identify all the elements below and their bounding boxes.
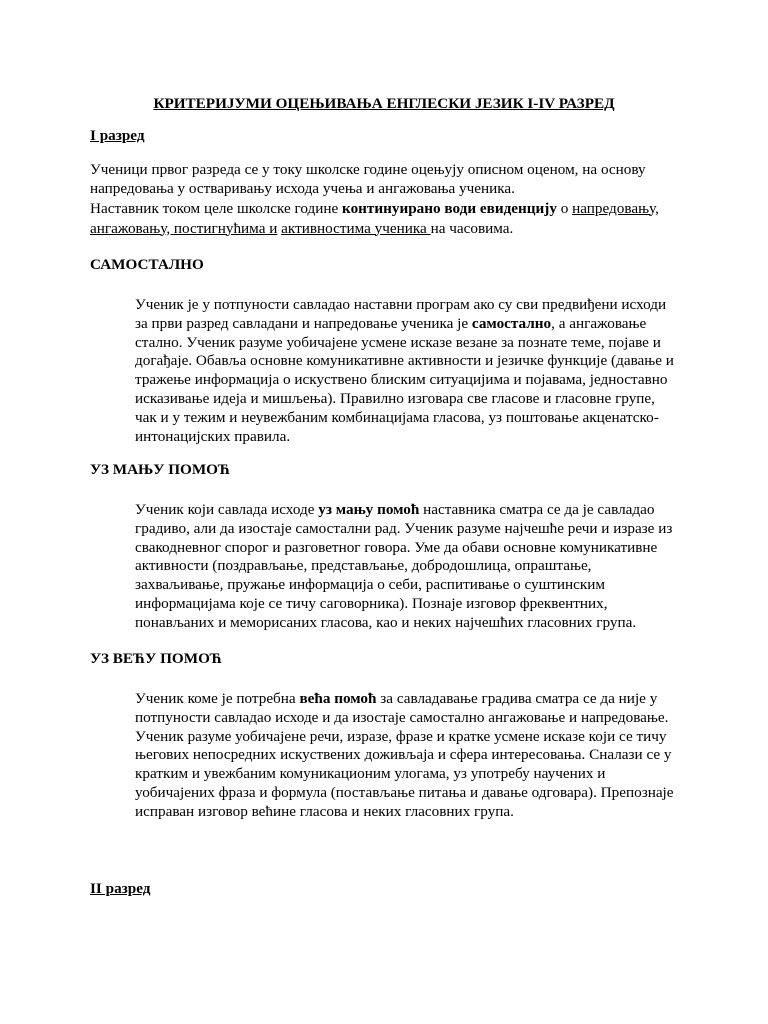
section-text-uz-manju-pomoc: [135, 501, 675, 633]
intro-line-2: [90, 199, 690, 239]
section-heading-uz-vecu-pomoc: УЗ ВЕЋУ ПОМОЋ: [90, 650, 223, 667]
section-text: наставника сматра се да је савладао градиво, али да изостаје самостални рад. Ученик разуме најчешће речи и изразе из свакодневног спорог и разговетног говора. Уме да обави основне комуникативне активности (поздрављање, представљање, добродошлица, опраштање, захваљивање, пружање информација о себи, распитивање о суштинским информацијама које се тичу саговорника). Познаје изговор фреквентних, понављаних и меморисаних гласова, као и неких најчешћих гласовних група.: [135, 501, 673, 631]
intro-line-1: Ученици првог разреда се у току школске године оцењују описном оценом, на основу напредовања у остваривању исхода учења и ангажовања ученика.: [90, 161, 646, 197]
grade-heading-2: II разред: [90, 880, 151, 897]
intro-text: на часовима.: [430, 219, 514, 237]
section-text: , а ангажовање стално. Ученик разуме уобичајене усмене исказе везане за познате теме, појаве и догађаје. Обавља основне комуникативне активности и језичке функције (давање и тражење информација о искуствено блиским ситуацијима и појавама, једноставно исказивање идеја и мишљења). Правилно изговара све гласове и гласовне групе, чак и у тежим и неувежбаним комбинацијама гласова, уз поштовање акценатско-интонацијских правила.: [135, 314, 674, 445]
section-text-samostalno: [135, 296, 675, 446]
grade-heading-1: I разред: [90, 127, 145, 144]
section-text: Ученик коме је потребна: [135, 690, 300, 707]
intro-underlined-text: активностима ученика: [281, 219, 431, 237]
intro-bold-text: континуирано води евиденцију: [342, 199, 557, 217]
section-heading-uz-manju-pomoc: УЗ МАЊУ ПОМОЋ: [90, 461, 231, 478]
section-bold-text: већа помоћ: [299, 690, 377, 707]
section-bold-text: уз мању помоћ: [318, 501, 420, 518]
section-text: Ученик који савлада исходе: [135, 501, 319, 518]
intro-underlined-text: напредовању, ангажовању, постигнућима и: [90, 199, 659, 237]
section-heading-samostalno: САМОСТАЛНО: [90, 256, 204, 273]
intro-text: Наставник током целе школске године: [90, 199, 343, 217]
section-text: за савладавање градива сматра се да није у потпуности савладао исходе и да изостаје самостално ангажовање и напредовање. Ученик разуме уобичајене речи, изразе, фразе и кратке усмене исказе који се тичу његових непосредних искуствених доживљаја и сфера интересовања. Сналази се у кратким и увежбаним комуникационим улогама, уз употребу научених и уобичајених фраза и формула (постављање питања и давање одговара). Препознаје исправан изговор већине гласова и неких гласовних група.: [135, 690, 674, 820]
intro-paragraph: [90, 161, 690, 239]
section-text: Ученик је у потпуности савладао наставни програм ако су сви предвиђени исходи за први разред савладани и напредовање ученика је: [135, 296, 667, 332]
document-title: КРИТЕРИЈУМИ ОЦЕЊИВАЊА ЕНГЛЕСКИ ЈЕЗИК I-IV РАЗРЕД: [153, 95, 615, 112]
section-bold-text: самостално: [471, 314, 552, 332]
intro-text: о: [556, 199, 573, 217]
section-text-uz-vecu-pomoc: [135, 690, 675, 822]
